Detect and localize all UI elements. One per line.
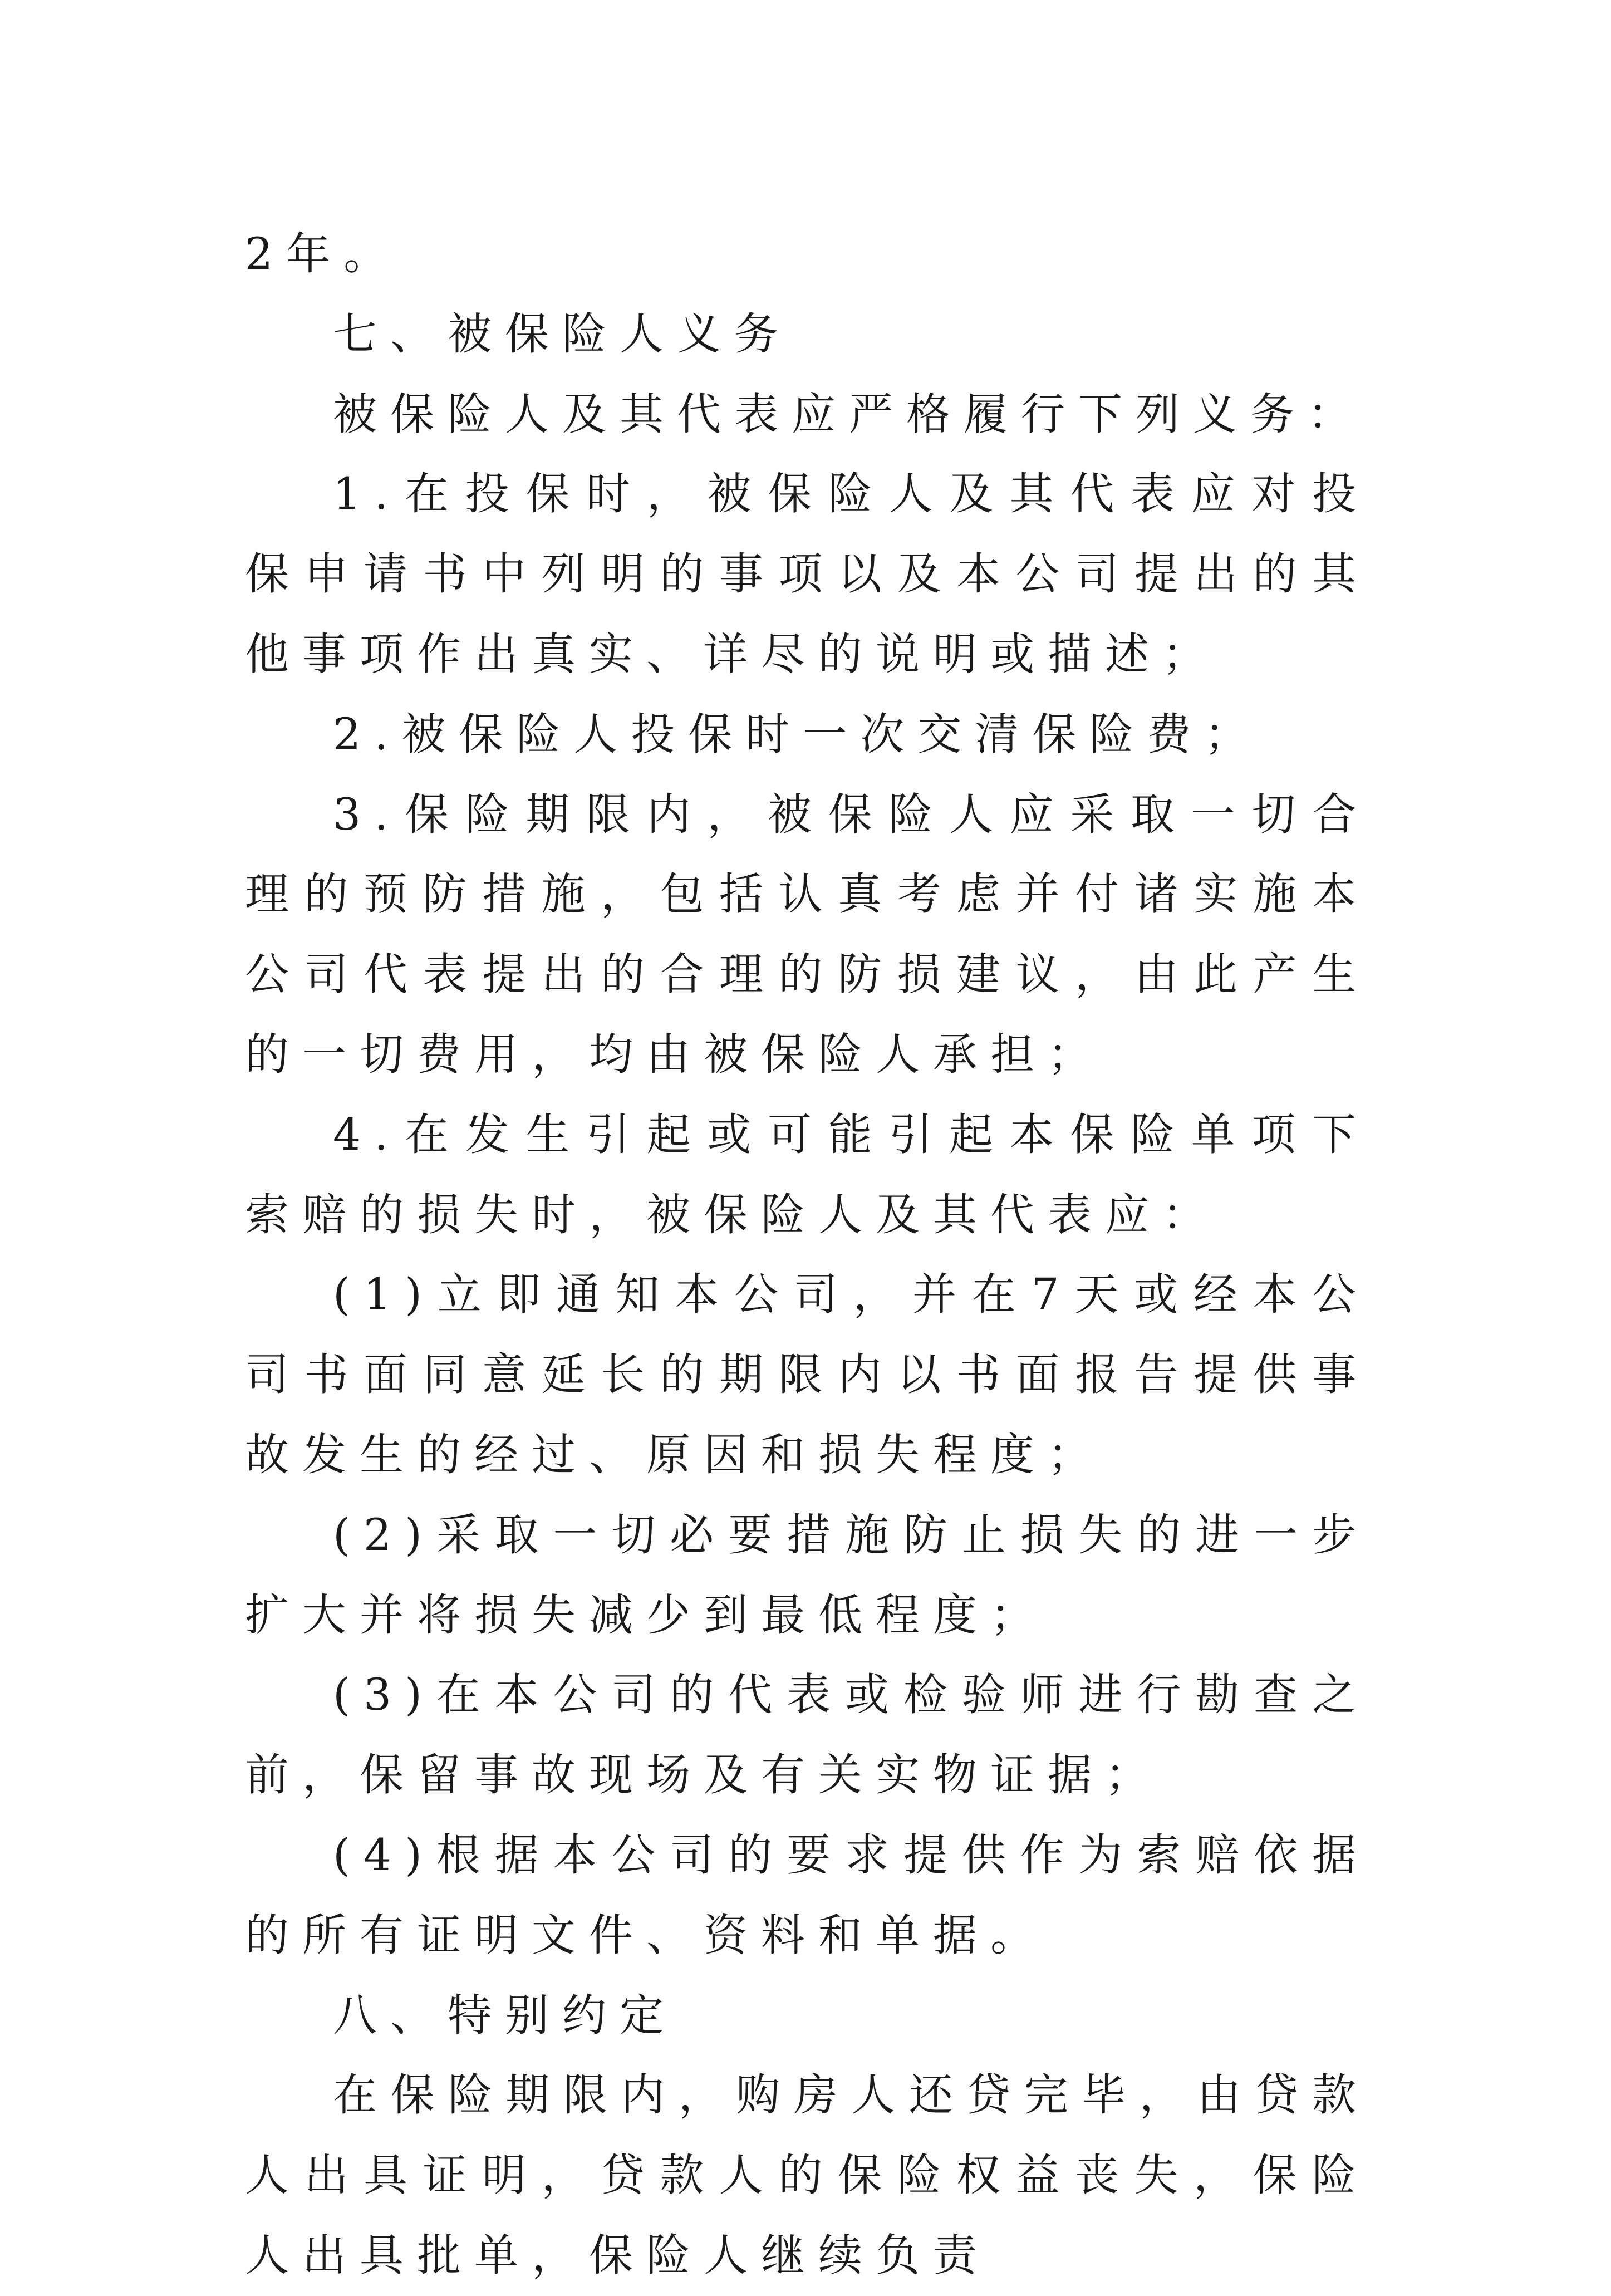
paragraph-obligations-intro: 被保险人及其代表应严格履行下列义务： (333, 388, 1365, 440)
obligation-item-3: 3.保险期限内，被保险人应采取一切合理的预防措施，包括认真考虑并付诸实施本公司代表提出的合理的防损建议，由此产生的一切费用，均由被保险人承担； (245, 788, 1369, 1080)
obligation-subitem-2: (2)采取一切必要措施防止损失的进一步扩大并将损失减少到最低程度； (245, 1509, 1369, 1641)
paragraph-special-agreement: 在保险期限内，购房人还贷完毕，由贷款人出具证明，贷款人的保险权益丧失，保险人出具批单，保险人继续负责 (245, 2069, 1369, 2281)
obligation-subitem-4: (4)根据本公司的要求提供作为索赔依据的所有证明文件、资料和单据。 (245, 1829, 1369, 1961)
obligation-item-4: 4.在发生引起或可能引起本保险单项下索赔的损失时，被保险人及其代表应： (245, 1108, 1369, 1240)
section-heading-insured-obligations: 七、被保险人义务 (333, 308, 792, 360)
obligation-item-1: 1.在投保时，被保险人及其代表应对投保申请书中列明的事项以及本公司提出的其他事项作出真实、详尽的说明或描述； (245, 468, 1369, 680)
section-heading-special-agreement: 八、特别约定 (333, 1989, 677, 2041)
obligation-subitem-3: (3)在本公司的代表或检验师进行勘查之前，保留事故现场及有关实物证据； (245, 1669, 1369, 1801)
obligation-subitem-1: (1)立即通知本公司，并在7天或经本公司书面同意延长的期限内以书面报告提供事故发生的经过、原因和损失程度； (245, 1269, 1369, 1480)
obligation-item-2: 2.被保险人投保时一次交清保险费； (333, 708, 1262, 760)
document-body (245, 214, 1369, 2296)
paragraph-year-end: 2年。 (245, 228, 401, 279)
